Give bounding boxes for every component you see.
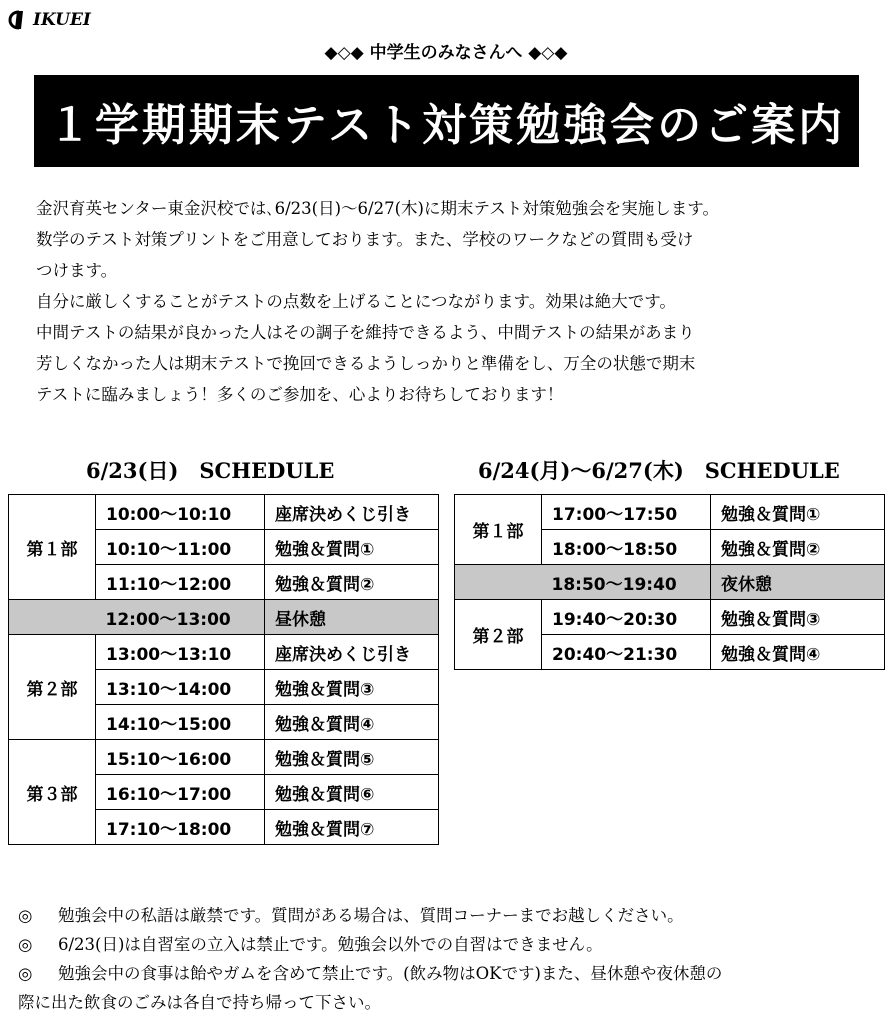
notes xyxy=(18,901,886,1017)
activity-cell: 勉強＆質問② xyxy=(711,530,885,565)
part-label: 第１部 xyxy=(455,495,542,565)
intro-line: 金沢育英センター東金沢校では､6/23(日)～6/27(木)に期末テスト対策勉強会を実施します。 xyxy=(36,199,719,218)
activity-cell: 座席決めくじ引き xyxy=(265,635,439,670)
part-label xyxy=(455,565,542,600)
intro-line: つけます。 xyxy=(36,261,118,280)
time-cell: 14:10～15:00 xyxy=(96,705,265,740)
activity-cell: 夜休憩 xyxy=(711,565,885,600)
time-cell: 13:10～14:00 xyxy=(96,670,265,705)
time-cell: 12:00～13:00 xyxy=(96,600,265,635)
part-label xyxy=(9,600,96,635)
part-label: 第２部 xyxy=(9,635,96,740)
intro-text xyxy=(36,193,886,410)
page-title xyxy=(34,75,859,167)
logo xyxy=(8,8,91,32)
ikuei-logo-icon xyxy=(8,9,30,31)
page-title-text: １学期期末テスト対策勉強会のご案内 xyxy=(47,100,846,151)
intro-line: 数学のテスト対策プリントをご用意しております。また、学校のワークなどの質問も受け xyxy=(36,230,694,249)
activity-cell: 勉強＆質問⑤ xyxy=(265,740,439,775)
note-text: 勉強会中の食事は飴やガムを含めて禁止です。(飲み物はOKです)また、昼休憩や夜休憩の xyxy=(58,964,723,983)
activity-cell: 勉強＆質問③ xyxy=(265,670,439,705)
note-text: 際に出た飲食のごみは各自で持ち帰って下さい。 xyxy=(18,993,381,1012)
time-cell: 18:50～19:40 xyxy=(542,565,711,600)
time-cell: 17:10～18:00 xyxy=(96,810,265,845)
subtitle: ◆◇◆ 中学生のみなさんへ ◆◇◆ xyxy=(324,43,568,63)
note-item-continued xyxy=(18,988,886,1017)
part-label: 第２部 xyxy=(455,600,542,670)
part-label: 第３部 xyxy=(9,740,96,845)
time-cell: 15:10～16:00 xyxy=(96,740,265,775)
note-item xyxy=(18,959,886,988)
double-circle-icon: ◎ xyxy=(18,906,33,925)
double-circle-icon: ◎ xyxy=(18,935,33,954)
activity-cell: 勉強＆質問⑥ xyxy=(265,775,439,810)
activity-cell: 座席決めくじ引き xyxy=(265,495,439,530)
table-row xyxy=(455,600,885,635)
schedule-table-6-23 xyxy=(8,494,439,845)
activity-cell: 勉強＆質問③ xyxy=(711,600,885,635)
time-cell: 20:40～21:30 xyxy=(542,635,711,670)
table-row xyxy=(9,740,439,775)
time-cell: 13:00～13:10 xyxy=(96,635,265,670)
activity-cell: 勉強＆質問② xyxy=(265,565,439,600)
intro-line: 芳しくなかった人は期末テストで挽回できるようしっかりと準備をし、万全の状態で期末 xyxy=(36,354,696,373)
time-cell: 19:40～20:30 xyxy=(542,600,711,635)
schedule-table-6-24-27 xyxy=(454,494,885,670)
activity-cell: 勉強＆質問① xyxy=(265,530,439,565)
time-cell: 17:00～17:50 xyxy=(542,495,711,530)
schedule-heading-6-24-27: 6/24(月)～6/27(木) SCHEDULE xyxy=(478,458,840,483)
logo-text: IKUEI xyxy=(33,10,91,30)
double-circle-icon: ◎ xyxy=(18,964,33,983)
activity-cell: 勉強＆質問① xyxy=(711,495,885,530)
time-cell: 10:10～11:00 xyxy=(96,530,265,565)
table-row-break xyxy=(455,565,885,600)
time-cell: 11:10～12:00 xyxy=(96,565,265,600)
table-row xyxy=(455,495,885,530)
intro-line: 自分に厳しくすることがテストの点数を上げることにつながります。効果は絶大です。 xyxy=(36,292,676,311)
time-cell: 18:00～18:50 xyxy=(542,530,711,565)
note-item xyxy=(18,930,886,959)
table-row-break xyxy=(9,600,439,635)
table-row xyxy=(9,635,439,670)
activity-cell: 勉強＆質問④ xyxy=(711,635,885,670)
schedule-heading-6-23: 6/23(日) SCHEDULE xyxy=(86,458,335,483)
table-row xyxy=(9,495,439,530)
part-label: 第１部 xyxy=(9,495,96,600)
time-cell: 10:00～10:10 xyxy=(96,495,265,530)
time-cell: 16:10～17:00 xyxy=(96,775,265,810)
note-item xyxy=(18,901,886,930)
note-text: 勉強会中の私語は厳禁です。質問がある場合は、質問コーナーまでお越しください。 xyxy=(58,906,684,925)
activity-cell: 勉強＆質問④ xyxy=(265,705,439,740)
activity-cell: 昼休憩 xyxy=(265,600,439,635)
note-text: 6/23(日)は自習室の立入は禁止です。勉強会以外での自習はできません。 xyxy=(58,935,603,954)
intro-line: テストに臨みましょう！多くのご参加を、心よりお待ちしております！ xyxy=(36,385,564,404)
activity-cell: 勉強＆質問⑦ xyxy=(265,810,439,845)
intro-line: 中間テストの結果が良かった人はその調子を維持できるよう、中間テストの結果があまり xyxy=(36,323,695,342)
